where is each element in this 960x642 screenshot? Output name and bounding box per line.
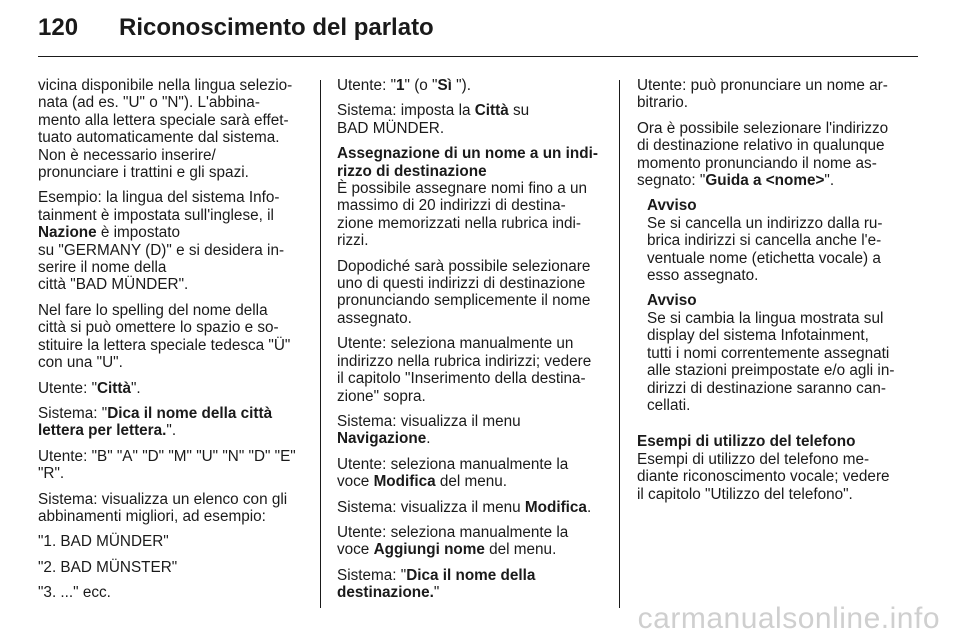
- header-rule: [38, 56, 918, 57]
- notice-heading: Avviso: [647, 292, 697, 310]
- column-divider-1: [320, 80, 321, 608]
- paragraph: Utente: può pronunciare un nome ar- bitrario.: [637, 77, 888, 112]
- paragraph: Utente: seleziona manualmente la voce Modifica del menu.: [337, 455, 569, 491]
- page-title: Riconoscimento del parlato: [119, 14, 434, 41]
- watermark-text: carmanualsonline.info: [637, 602, 940, 635]
- section-heading: Esempi di utilizzo del telefono: [637, 433, 856, 451]
- column-1: [38, 77, 310, 610]
- page-header: [0, 0, 960, 58]
- paragraph: Sistema: visualizza il menu Navigazione.: [337, 412, 521, 448]
- notice-text: Se si cancella un indirizzo dalla ru- brica indirizzi si cancella anche l'e- ventuale nome (etichetta vocale) a esso assegnato.: [647, 214, 883, 285]
- paragraph: Sistema: "Dica il nome della città lettera per lettera.".: [38, 404, 273, 440]
- paragraph: Sistema: visualizza il menu Modifica.: [337, 498, 592, 516]
- paragraph: Dopodiché sarà possibile selezionare uno di questi indirizzi di destinazione pronunciando semplicemente il nome assegnato.: [337, 257, 591, 327]
- paragraph: Esempio: la lingua del sistema Info- tainment è impostata sull'inglese, il Nazione è impostato su "GERMANY (D)" e si desidera in- serire il nome della città "BAD MÜNDER".: [38, 189, 285, 294]
- paragraph: Nel fare lo spelling del nome della città si può omettere lo spazio e so- stituire la lettera speciale tedesca "Ü" con una "U".: [38, 301, 291, 372]
- column-2: [337, 77, 609, 610]
- paragraph: Sistema: "Dica il nome della destinazione.": [337, 566, 536, 602]
- paragraph: Sistema: imposta la Città su BAD MÜNDER.: [337, 102, 530, 137]
- paragraph: vicina disponibile nella lingua selezio- nata (ad es. "U" o "N"). L'abbina- mento alla lettera speciale sarà effet- tuato automaticamente dal sistema. Non è necessario inserire/ pronunciare i trattini e gli spazi.: [38, 77, 293, 182]
- list-item: "1. BAD MÜNDER": [38, 533, 169, 551]
- paragraph: Utente: "B" "A" "D" "M" "U" "N" "D" "E" "R".: [38, 447, 296, 483]
- notice-heading: Avviso: [647, 197, 697, 215]
- paragraph: Ora è possibile selezionare l'indirizzo di destinazione relativo in qualunque momento pronunciando il nome as- segnato: "Guida a <nome>".: [637, 119, 889, 190]
- column-3: [637, 77, 909, 511]
- paragraph: Utente: seleziona manualmente un indirizzo nella rubrica indirizzi; vedere il capitolo "Inserimento della destina- zione" sopra.: [337, 335, 592, 405]
- paragraph: È possibile assegnare nomi fino a un massimo di 20 indirizzi di destina- zione memorizzati nella rubrica indi- rizzi.: [337, 180, 588, 250]
- notice-text: Se si cambia la lingua mostrata sul display del sistema Infotainment, tutti i nomi correntemente assegnati alle stazioni preimpostate e/o agli in- dirizzi di destinazione saranno can- cellati.: [647, 309, 895, 414]
- paragraph: Sistema: visualizza un elenco con gli abbinamenti migliori, ad esempio:: [38, 490, 288, 525]
- paragraph: Utente: "Città".: [38, 379, 141, 397]
- paragraph: Utente: seleziona manualmente la voce Aggiungi nome del menu.: [337, 523, 569, 559]
- paragraph: Esempi di utilizzo del telefono me- diante riconoscimento vocale; vedere il capitolo "Utilizzo del telefono".: [637, 450, 890, 503]
- paragraph: Utente: "1" (o "Sì ").: [337, 77, 471, 94]
- list-item: "3. ..." ecc.: [38, 584, 111, 602]
- section-heading: Assegnazione di un nome a un indi- rizzo di destinazione: [337, 145, 598, 180]
- notice-box: [647, 197, 909, 284]
- page-number: 120: [38, 14, 79, 41]
- column-divider-2: [619, 80, 620, 608]
- notice-box: [647, 292, 909, 414]
- list-item: "2. BAD MÜNSTER": [38, 558, 178, 576]
